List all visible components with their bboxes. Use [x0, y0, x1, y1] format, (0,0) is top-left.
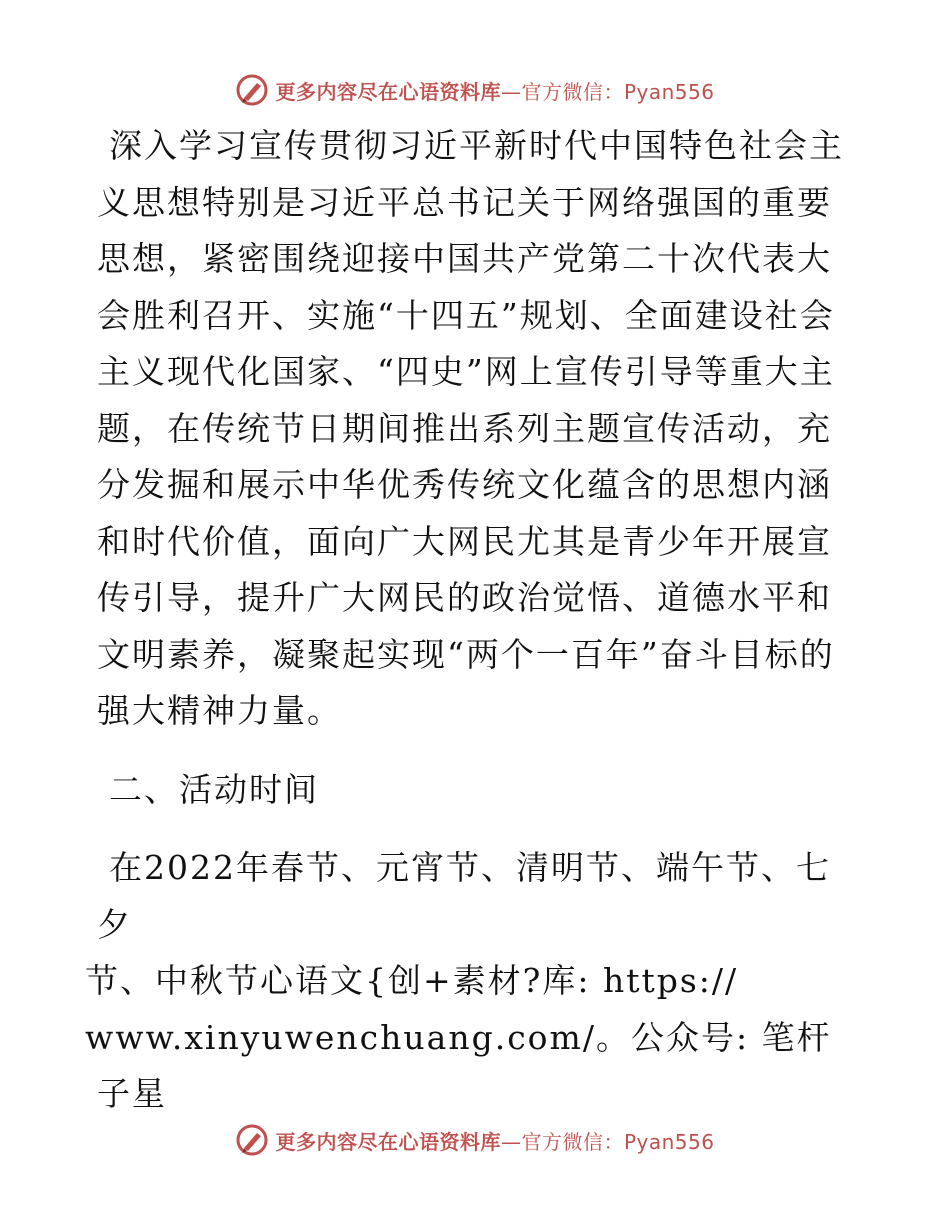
footer-banner-text: [275, 1126, 714, 1155]
document-body: [85, 118, 857, 1123]
pen-logo-icon: [235, 1123, 269, 1157]
paragraph-time-line-2: 节、中秋节心语文{创+素材?库: https://: [85, 961, 739, 1000]
header-banner-text: [275, 76, 714, 105]
paragraph-time: [85, 840, 857, 1123]
header-banner: [0, 70, 950, 110]
section-heading: 二、活动时间: [109, 769, 319, 809]
paragraph-time-line-3: www.xinyuwenchuang.com/。公众号: 笔杆子星: [85, 1017, 832, 1113]
header-banner-main: 更多内容尽在心语资料库: [275, 79, 501, 104]
footer-banner-main: 更多内容尽在心语资料库: [275, 1129, 501, 1154]
paragraph-purpose: 深入学习宣传贯彻习近平新时代中国特色社会主义思想特别是习近平总书记关于网络强国的重要思想，紧密围绕迎接中国共产党第二十次代表大会胜利召开、实施“十四五”规划、全面建设社会主义现代化国家、“四史”网上宣传引导等重大主题，在传统节日期间推出系列主题宣传活动，充分发掘和展示中华优秀传统文化蕴含的思想内涵和时代价值，面向广大网民尤其是青少年开展宣传引导，提升广大网民的政治觉悟、道德水平和文明素养，凝聚起实现“两个一百年”奋斗目标的强大精神力量。: [97, 126, 844, 730]
paragraph-time-line-1: 在2022年春节、元宵节、清明节、端午节、七夕: [97, 848, 831, 944]
header-banner-rest: —官方微信：Pyan556: [500, 79, 715, 104]
footer-banner: [0, 1120, 950, 1160]
footer-banner-rest: —官方微信：Pyan556: [500, 1129, 715, 1154]
pen-logo-icon: [235, 73, 269, 107]
